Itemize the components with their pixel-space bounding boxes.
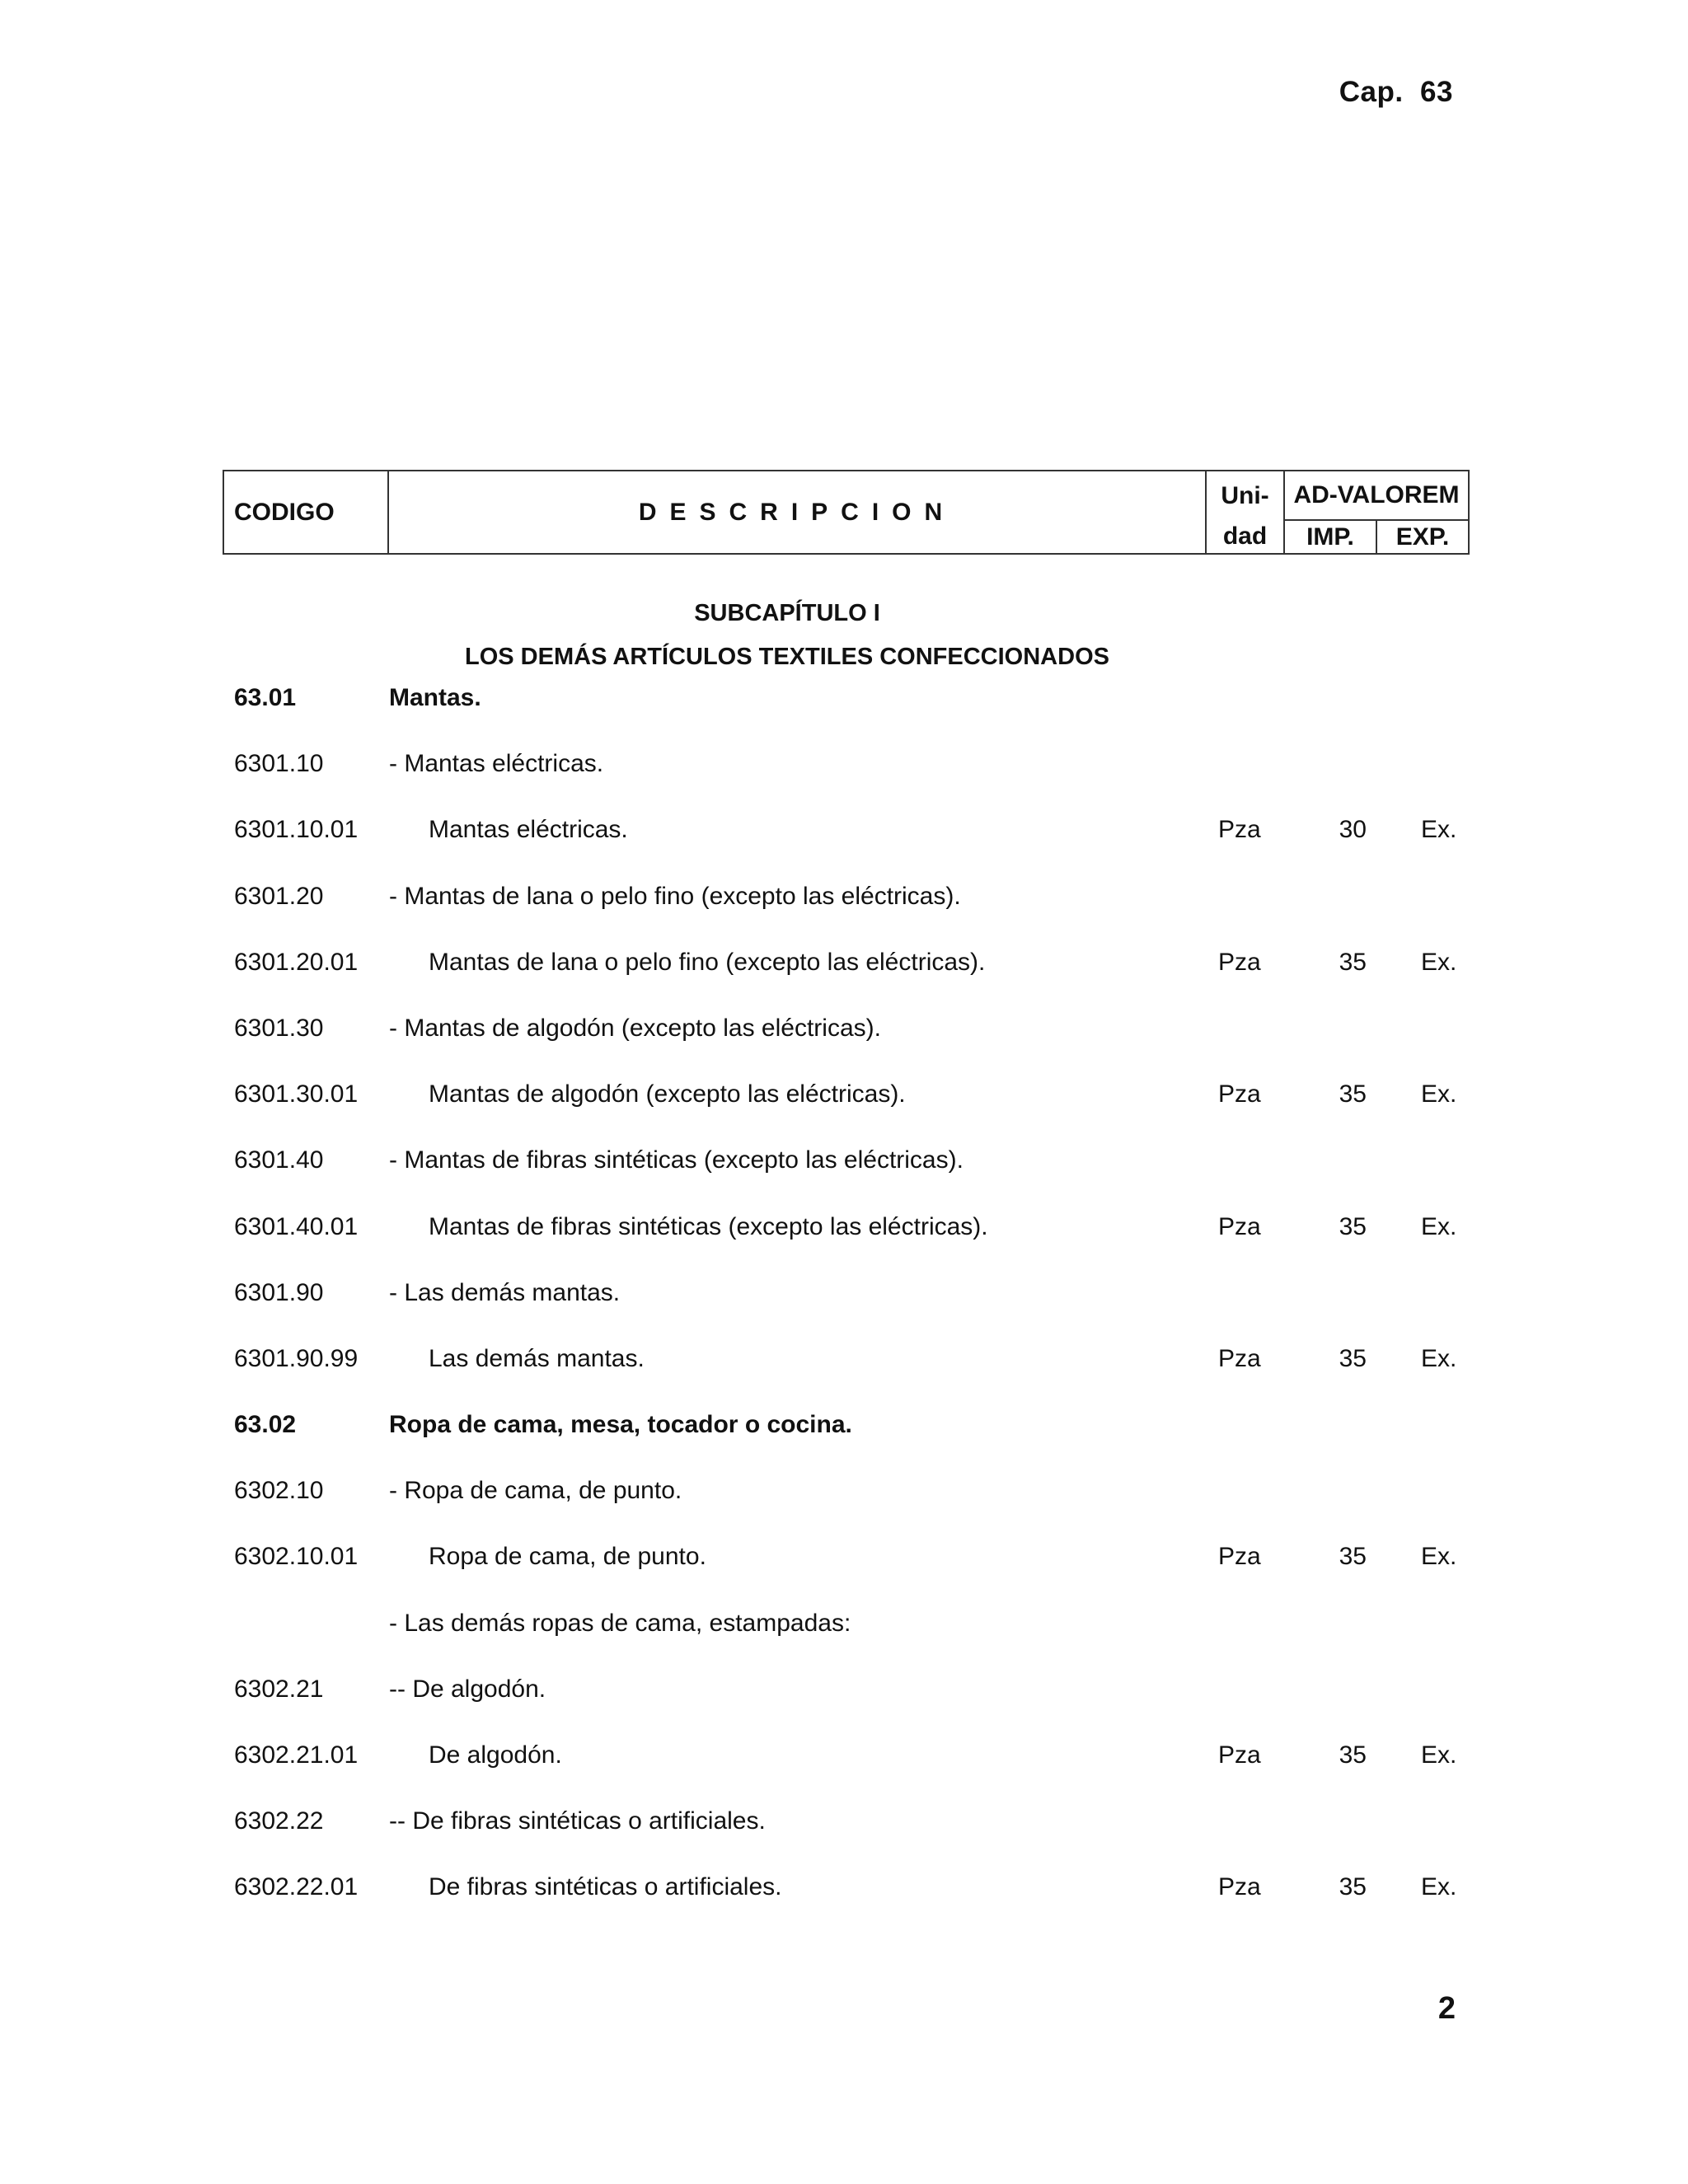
row-description: De algodón. [429, 1741, 562, 1769]
table-row [0, 1079, 1688, 1145]
chapter-label: Cap. 63 [1339, 76, 1453, 108]
header-exp: EXP. [1376, 520, 1469, 554]
row-description: Ropa de cama, mesa, tocador o cocina. [389, 1411, 852, 1439]
row-code: 6301.90.99 [234, 1344, 359, 1372]
row-description: - Las demás ropas de cama, estampadas: [389, 1609, 851, 1637]
row-description: -- De algodón. [389, 1675, 546, 1703]
row-code: 63.01 [234, 684, 297, 711]
row-unit: Pza [1218, 1344, 1261, 1372]
table-row [0, 947, 1688, 1013]
header-codigo: CODIGO [223, 471, 388, 554]
row-imp: 35 [1339, 1741, 1367, 1769]
table-row [0, 1674, 1688, 1740]
row-description: De fibras sintéticas o artificiales. [429, 1873, 782, 1901]
row-code: 6302.10.01 [234, 1543, 359, 1571]
row-imp: 35 [1339, 1873, 1367, 1901]
row-exp: Ex. [1421, 948, 1457, 976]
table-row [0, 881, 1688, 947]
row-code: 6301.20.01 [234, 948, 359, 976]
row-code: 6302.22 [234, 1807, 324, 1835]
row-exp: Ex. [1421, 1741, 1457, 1769]
table-row [0, 1409, 1688, 1475]
row-description: - Ropa de cama, de punto. [389, 1477, 682, 1505]
row-code: 6301.40.01 [234, 1212, 359, 1240]
row-code: 6302.21 [234, 1675, 324, 1703]
row-code: 6301.20 [234, 882, 324, 910]
table-row [0, 682, 1688, 748]
tariff-rows [0, 682, 1688, 1938]
row-description: Las demás mantas. [429, 1344, 645, 1372]
table-row [0, 814, 1688, 880]
table-row [0, 1608, 1688, 1674]
row-description: Ropa de cama, de punto. [429, 1543, 706, 1571]
row-description: - Mantas eléctricas. [389, 750, 604, 778]
row-description: Mantas de fibras sintéticas (excepto las eléctricas). [429, 1212, 988, 1240]
table-row [0, 1013, 1688, 1079]
row-imp: 35 [1339, 1212, 1367, 1240]
row-code: 6301.40 [234, 1146, 324, 1174]
header-unidad-top: Uni- [1206, 471, 1284, 520]
row-code: 6302.22.01 [234, 1873, 359, 1901]
column-header-table [223, 470, 1470, 555]
row-exp: Ex. [1421, 816, 1457, 844]
row-description: - Mantas de fibras sintéticas (excepto las eléctricas). [389, 1146, 964, 1174]
subchapter-subtitle: LOS DEMÁS ARTÍCULOS TEXTILES CONFECCIONADOS [465, 644, 1109, 670]
table-row [0, 1740, 1688, 1806]
table-row [0, 1212, 1688, 1277]
header-imp: IMP. [1284, 520, 1376, 554]
row-description: Mantas de algodón (excepto las eléctricas). [429, 1080, 906, 1108]
table-row [0, 1872, 1688, 1938]
row-code: 6301.30 [234, 1014, 324, 1042]
header-ad-valorem: AD-VALOREM [1284, 471, 1469, 520]
row-unit: Pza [1218, 816, 1261, 844]
row-exp: Ex. [1421, 1344, 1457, 1372]
subchapter-heading [223, 592, 1352, 679]
row-description: Mantas eléctricas. [429, 816, 628, 844]
row-code: 6301.90 [234, 1278, 324, 1306]
row-unit: Pza [1218, 1741, 1261, 1769]
page-number: 2 [1437, 1991, 1456, 2026]
row-unit: Pza [1218, 1543, 1261, 1571]
row-description: -- De fibras sintéticas o artificiales. [389, 1807, 766, 1835]
row-unit: Pza [1218, 1080, 1261, 1108]
table-row [0, 1277, 1688, 1343]
row-exp: Ex. [1421, 1873, 1457, 1901]
subchapter-title: SUBCAPÍTULO I [694, 600, 880, 626]
table-row [0, 1806, 1688, 1872]
row-description: Mantas de lana o pelo fino (excepto las eléctricas). [429, 948, 986, 976]
row-code: 6301.10.01 [234, 816, 359, 844]
table-row [0, 1541, 1688, 1607]
row-imp: 35 [1339, 1344, 1367, 1372]
row-exp: Ex. [1421, 1212, 1457, 1240]
row-imp: 35 [1339, 948, 1367, 976]
row-description: Mantas. [389, 684, 481, 711]
row-description: - Mantas de algodón (excepto las eléctricas). [389, 1014, 881, 1042]
header-descripcion: DESCRIPCION [388, 471, 1206, 554]
row-unit: Pza [1218, 1873, 1261, 1901]
header-unidad-bottom: dad [1206, 520, 1284, 554]
row-description: - Mantas de lana o pelo fino (excepto las eléctricas). [389, 882, 961, 910]
row-unit: Pza [1218, 948, 1261, 976]
table-row [0, 1475, 1688, 1541]
table-row [0, 748, 1688, 814]
table-row [0, 1343, 1688, 1409]
row-code: 6302.21.01 [234, 1741, 359, 1769]
table-row [0, 1145, 1688, 1211]
row-imp: 35 [1339, 1543, 1367, 1571]
row-unit: Pza [1218, 1212, 1261, 1240]
row-code: 6302.10 [234, 1477, 324, 1505]
row-code: 6301.30.01 [234, 1080, 359, 1108]
row-imp: 35 [1339, 1080, 1367, 1108]
row-imp: 30 [1339, 816, 1367, 844]
row-description: - Las demás mantas. [389, 1278, 621, 1306]
row-exp: Ex. [1421, 1080, 1457, 1108]
row-code: 63.02 [234, 1411, 297, 1439]
row-exp: Ex. [1421, 1543, 1457, 1571]
row-code: 6301.10 [234, 750, 324, 778]
